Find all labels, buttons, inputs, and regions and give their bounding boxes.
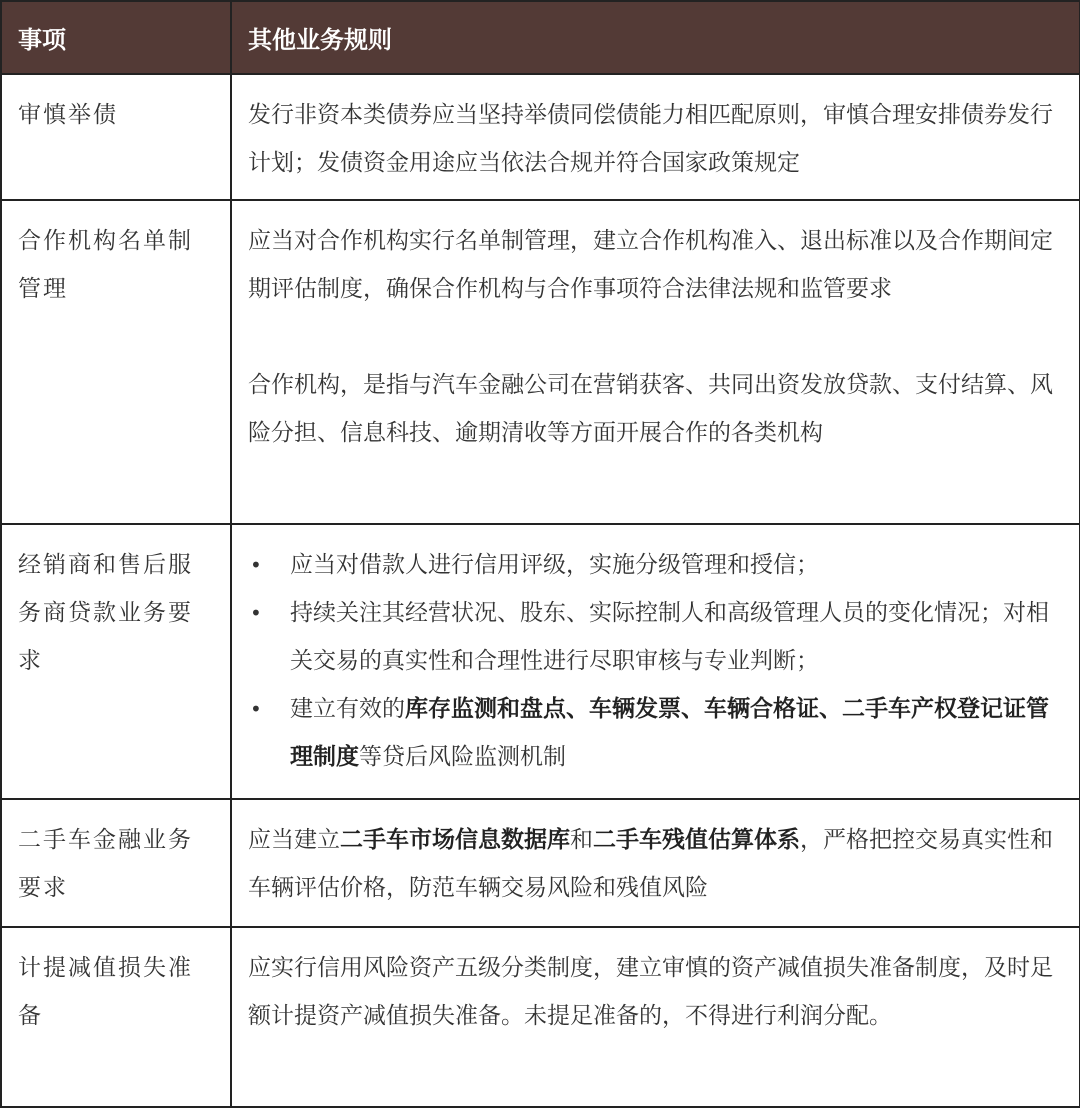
row-rules [231, 74, 1080, 200]
rule-paragraph: 发行非资本类债券应当坚持举债同偿债能力相匹配原则，审慎合理安排债券发行计划；发债资金用途应当依法合规并符合国家政策规定 [248, 102, 1053, 176]
row-item: 计提减值损失准备 [1, 927, 231, 1107]
table-row [1, 200, 1080, 524]
rule-text: ，严格把控交易真实性和车辆评估价格，防范车辆交易风险和残值风险 [248, 827, 1053, 901]
row-rules [231, 524, 1080, 799]
bullet-icon: • [250, 553, 262, 577]
header-item: 事项 [1, 1, 231, 74]
bullet-icon: • [250, 697, 262, 721]
bullet-item [248, 589, 1065, 685]
row-item: 经销商和售后服务商贷款业务要求 [1, 524, 231, 799]
table-header-row [1, 1, 1080, 74]
row-rules [231, 927, 1080, 1107]
rule-bold-text: 二手车残值估算体系 [593, 827, 800, 853]
rule-paragraph: 应实行信用风险资产五级分类制度，建立审慎的资产减值损失准备制度，及时足额计提资产减值损失准备。未提足准备的，不得进行利润分配。 [248, 955, 1053, 1029]
bullet-text: 建立有效的 [290, 696, 405, 722]
bullet-text: 等贷后风险监测机制 [359, 744, 566, 770]
bullet-item [248, 685, 1065, 781]
bullet-bold-text: 库存监测和盘点、车辆发票、车辆合格证、二手车产权登记证管理制度 [290, 696, 1049, 770]
bullet-text: 持续关注其经营状况、股东、实际控制人和高级管理人员的变化情况；对相关交易的真实性和合理性进行尽职审核与专业判断； [290, 600, 1049, 674]
table-row [1, 524, 1080, 799]
rule-text: 和 [570, 827, 593, 853]
rule-bold-text: 二手车市场信息数据库 [340, 827, 570, 853]
row-item: 合作机构名单制管理 [1, 200, 231, 524]
bullet-text: 应当对借款人进行信用评级，实施分级管理和授信； [290, 552, 819, 578]
row-rules [231, 799, 1080, 927]
table-row [1, 927, 1080, 1107]
table-row [1, 74, 1080, 200]
rule-text: 应当建立 [248, 827, 340, 853]
bullet-icon: • [250, 601, 262, 625]
row-item: 审慎举债 [1, 74, 231, 200]
rule-paragraph: 应当对合作机构实行名单制管理，建立合作机构准入、退出标准以及合作期间定期评估制度，确保合作机构与合作事项符合法律法规和监管要求 [248, 228, 1053, 302]
rule-paragraph [248, 816, 1065, 912]
row-item: 二手车金融业务要求 [1, 799, 231, 927]
definition-paragraph: 合作机构，是指与汽车金融公司在营销获客、共同出资发放贷款、支付结算、风险分担、信息科技、逾期清收等方面开展合作的各类机构 [248, 372, 1053, 446]
table-row [1, 799, 1080, 927]
row-rules [231, 200, 1080, 524]
header-rules: 其他业务规则 [231, 1, 1080, 74]
rule-bullet-list [248, 541, 1065, 781]
bullet-item [248, 541, 1065, 589]
